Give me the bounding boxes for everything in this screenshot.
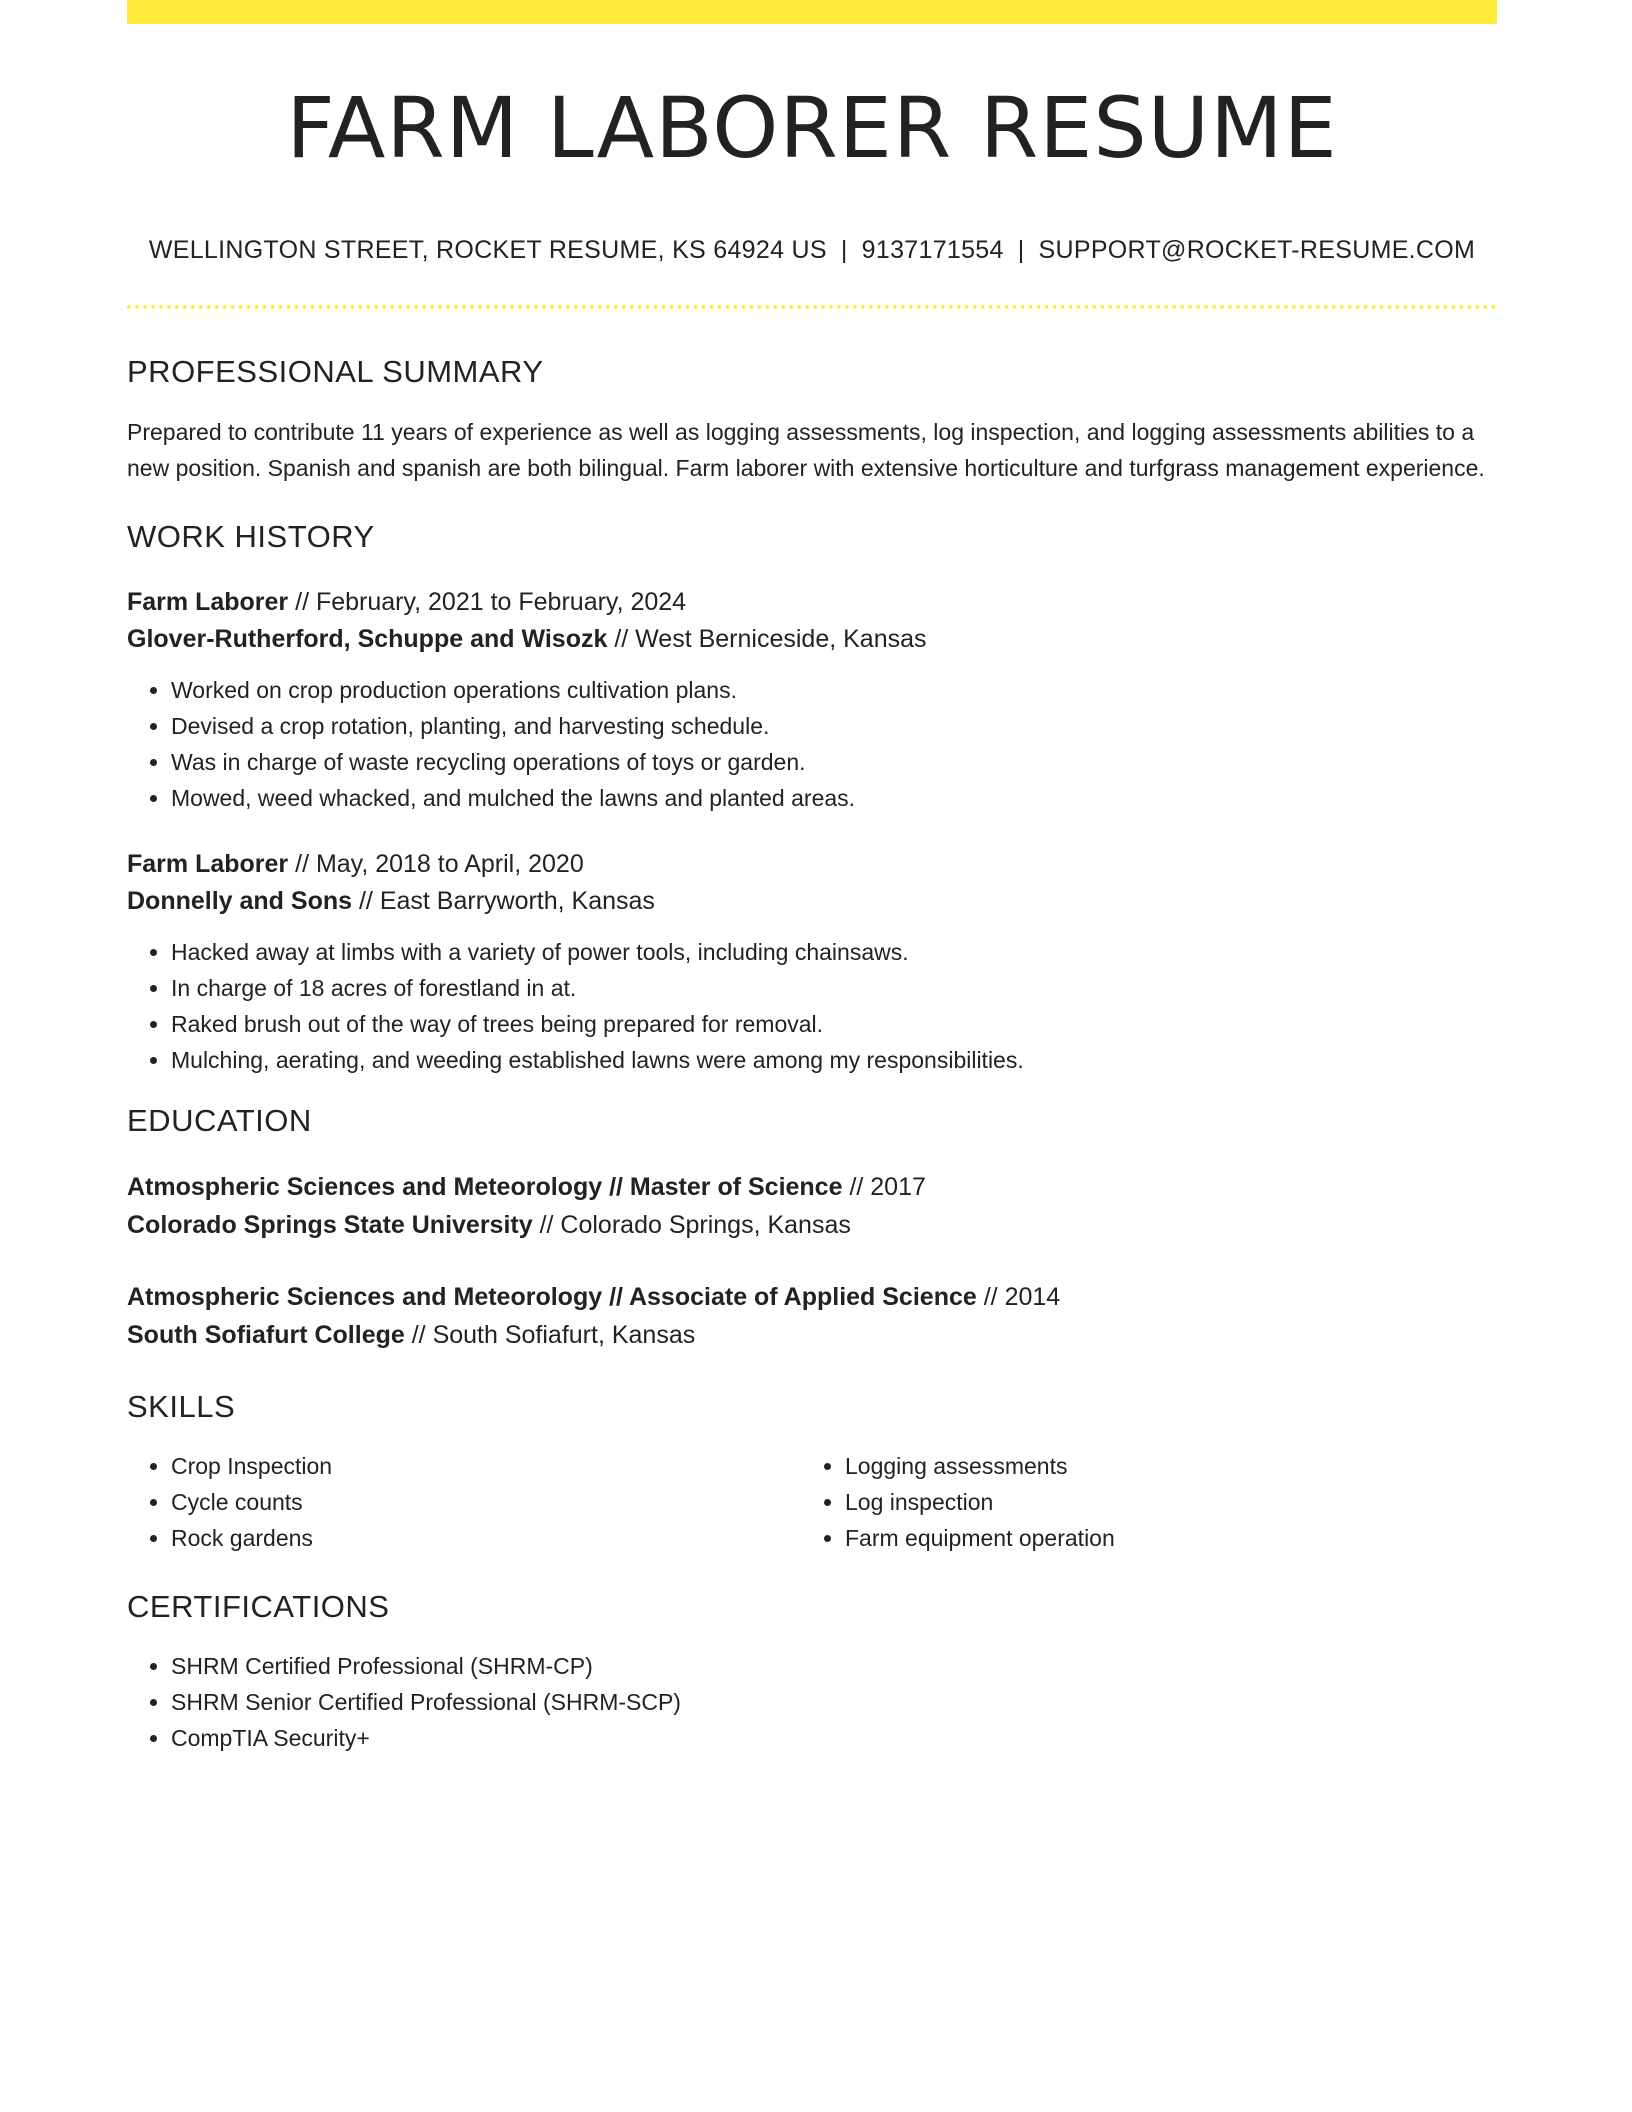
list-item: • SHRM Certified Professional (SHRM-CP): [171, 1648, 1497, 1684]
list-item: • Cycle counts: [171, 1484, 801, 1520]
skills-section: [127, 1390, 1497, 1556]
job-company: Donnelly and Sons: [127, 887, 353, 916]
summary-section: [127, 355, 1497, 486]
certifications-list: [127, 1648, 1497, 1756]
job-dates: // May, 2018 to April, 2020: [288, 850, 584, 879]
contact-email[interactable]: SUPPORT@ROCKET-RESUME.COM: [1038, 236, 1476, 264]
job-entry: [127, 584, 1497, 816]
job-role: Farm Laborer: [127, 850, 289, 879]
list-item: • In charge of 18 acres of forestland in at.: [171, 970, 1497, 1006]
list-item: • Rock gardens: [171, 1520, 801, 1556]
list-item: • Logging assessments: [845, 1448, 1475, 1484]
list-item: • Was in charge of waste recycling operations of toys or garden.: [171, 744, 1497, 780]
certifications-section: [127, 1590, 1497, 1756]
education-location: // Colorado Springs, Kansas: [532, 1211, 851, 1240]
education-school-line: [127, 1316, 1497, 1354]
list-item: • SHRM Senior Certified Professional (SHRM-SCP): [171, 1684, 1497, 1720]
job-entry: [127, 846, 1497, 1078]
list-item: • Farm equipment operation: [845, 1520, 1475, 1556]
skills-columns: [127, 1448, 1497, 1556]
education-degree-line: [127, 1278, 1497, 1316]
resume-title: FARM LABORER RESUME: [286, 79, 1338, 177]
list-item: • Raked brush out of the way of trees being prepared for removal.: [171, 1006, 1497, 1042]
education-year: // 2014: [976, 1283, 1061, 1312]
job-company-line: [127, 882, 1497, 920]
resume-page: [127, 0, 1497, 1756]
job-bullets: [127, 672, 1497, 816]
job-company: Glover-Rutherford, Schuppe and Wisozk: [127, 625, 608, 654]
contact-line: [127, 236, 1497, 265]
job-bullets: [127, 934, 1497, 1078]
contact-address: WELLINGTON STREET, ROCKET RESUME, KS 64924 US: [148, 236, 827, 264]
accent-top-bar: [127, 0, 1497, 24]
education-entry: [127, 1278, 1497, 1354]
education-section: [127, 1104, 1497, 1354]
contact-phone: 9137171554: [861, 236, 1004, 264]
list-item: • CompTIA Security+: [171, 1720, 1497, 1756]
section-heading-skills: SKILLS: [127, 1389, 236, 1425]
job-title-line: [127, 584, 1497, 620]
education-entry: [127, 1168, 1497, 1244]
education-school: South Sofiafurt College: [127, 1321, 405, 1350]
education-degree-line: [127, 1168, 1497, 1206]
list-item: • Devised a crop rotation, planting, and harvesting schedule.: [171, 708, 1497, 744]
contact-separator: |: [840, 236, 848, 264]
job-location: // West Berniceside, Kansas: [607, 625, 927, 654]
education-school: Colorado Springs State University: [127, 1211, 533, 1240]
section-heading-education: EDUCATION: [127, 1103, 312, 1139]
list-item: • Crop Inspection: [171, 1448, 801, 1484]
section-heading-work: WORK HISTORY: [127, 519, 375, 555]
list-item: • Hacked away at limbs with a variety of power tools, including chainsaws.: [171, 934, 1497, 970]
summary-text: Prepared to contribute 11 years of experience as well as logging assessments, log inspection, and logging assessments abilities to a new position. Spanish and spanish are both bilingual. Farm laborer with extensive horticulture and turfgrass management experience.: [127, 419, 1485, 482]
job-dates: // February, 2021 to February, 2024: [288, 588, 687, 617]
list-item: • Log inspection: [845, 1484, 1475, 1520]
skills-left-column: [127, 1448, 801, 1556]
job-title-line: [127, 846, 1497, 882]
list-item: • Mowed, weed whacked, and mulched the lawns and planted areas.: [171, 780, 1497, 816]
work-history-section: [127, 520, 1497, 1078]
job-location: // East Barryworth, Kansas: [352, 887, 655, 916]
list-item: • Worked on crop production operations cultivation plans.: [171, 672, 1497, 708]
education-degree: Atmospheric Sciences and Meteorology // Master of Science: [127, 1173, 843, 1202]
education-degree: Atmospheric Sciences and Meteorology // Associate of Applied Science: [127, 1283, 977, 1312]
section-heading-summary: PROFESSIONAL SUMMARY: [127, 354, 544, 389]
education-year: // 2017: [842, 1173, 926, 1202]
education-school-line: [127, 1206, 1497, 1244]
contact-separator: |: [1017, 236, 1025, 264]
job-role: Farm Laborer: [127, 588, 289, 617]
list-item: • Mulching, aerating, and weeding established lawns were among my responsibilities.: [171, 1042, 1497, 1078]
dotted-divider: [127, 305, 1497, 309]
job-company-line: [127, 620, 1497, 658]
education-location: // South Sofiafurt, Kansas: [404, 1321, 696, 1350]
section-heading-certifications: CERTIFICATIONS: [127, 1589, 390, 1625]
skills-right-column: [801, 1448, 1475, 1556]
